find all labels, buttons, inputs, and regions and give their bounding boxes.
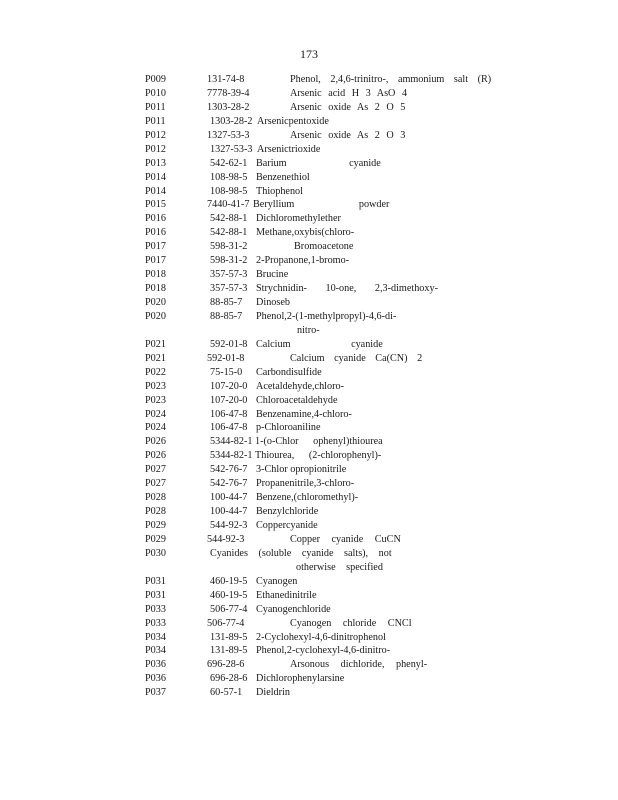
waste-code: P024 [145, 408, 166, 420]
chemical-name: Barium cyanide [256, 157, 381, 169]
waste-code: P028 [145, 492, 166, 504]
waste-code: P029 [145, 533, 166, 545]
table-row [0, 352, 618, 366]
table-row [0, 115, 618, 129]
chemical-name: Bromoacetone [294, 241, 354, 253]
waste-code: P017 [145, 255, 166, 267]
cas-number: 542-88-1 [210, 227, 248, 239]
chemical-name: Benzenethiol [256, 171, 310, 183]
table-row [0, 547, 618, 561]
cas-number: 88-85-7 [210, 310, 243, 322]
chemical-name: Ethanedinitrile [256, 589, 317, 601]
table-row [0, 617, 618, 631]
cas-number: 60-57-1 [210, 687, 243, 699]
waste-code: P011 [145, 101, 166, 113]
waste-code: P031 [145, 589, 166, 601]
table-row [0, 589, 618, 603]
cas-number: 107-20-0 [210, 394, 248, 406]
waste-code: P024 [145, 422, 166, 434]
table-row [0, 561, 618, 575]
waste-code: P023 [145, 394, 166, 406]
chemical-name: Dichlorophenylarsine [256, 673, 345, 685]
table-row [0, 324, 618, 338]
chemical-name: 2-Cyclohexyl-4,6-dinitrophenol [256, 631, 386, 643]
chemical-name: 1-(o-Chlor ophenyl)thiourea [255, 436, 383, 448]
table-row [0, 672, 618, 686]
table-row [0, 435, 618, 449]
cas-number: 598-31-2 [210, 255, 248, 267]
chemical-name-continued: otherwise specified [296, 561, 383, 573]
chemical-name: Benzylchloride [256, 506, 319, 518]
table-row [0, 198, 618, 212]
waste-code: P028 [145, 506, 166, 518]
table-row [0, 282, 618, 296]
table-row [0, 338, 618, 352]
waste-code: P034 [145, 645, 166, 657]
table-row [0, 449, 618, 463]
cas-number: 88-85-7 [210, 297, 243, 308]
waste-code: P033 [145, 603, 166, 615]
cas-number: 696-28-6 [210, 673, 248, 685]
chemical-name: Arsenicpentoxide [257, 115, 329, 127]
table-row [0, 658, 618, 672]
chemical-name: Brucine [256, 269, 289, 281]
waste-code-table [0, 73, 618, 700]
cas-number: 592-01-8 [207, 352, 245, 364]
table-row [0, 296, 618, 310]
table-row [0, 366, 618, 380]
table-row [0, 686, 618, 700]
cas-number: 460-19-5 [210, 575, 248, 587]
waste-code: P021 [145, 352, 166, 364]
table-row [0, 87, 618, 101]
cas-number: 131-74-8 [207, 74, 245, 85]
waste-code: P018 [145, 269, 166, 281]
chemical-name: Benzenamine,4-chloro- [256, 408, 352, 420]
table-row [0, 505, 618, 519]
table-row [0, 240, 618, 254]
table-row [0, 157, 618, 171]
table-row [0, 603, 618, 617]
waste-code: P014 [145, 171, 166, 183]
waste-code: P030 [145, 547, 166, 559]
cas-number: 506-77-4 [210, 603, 248, 615]
cas-number: 357-57-3 [210, 283, 248, 295]
waste-code: P023 [145, 380, 166, 392]
cas-number: 542-88-1 [210, 213, 248, 225]
waste-code: P031 [145, 575, 166, 587]
chemical-name: 2-Propanone,1-bromo- [256, 255, 350, 267]
table-row [0, 310, 618, 324]
cas-number: 542-76-7 [210, 464, 248, 476]
chemical-name: Arsenic acid H 3 AsO 4 [290, 87, 408, 99]
cas-number: 100-44-7 [210, 506, 248, 518]
cas-number: 592-01-8 [210, 338, 248, 350]
table-row [0, 73, 618, 87]
waste-code: P020 [145, 297, 166, 308]
cas-number: 107-20-0 [210, 380, 248, 392]
cas-number: 106-47-8 [210, 408, 248, 420]
table-row [0, 254, 618, 268]
chemical-name: Acetaldehyde,chloro- [256, 380, 344, 392]
cas-number: 106-47-8 [210, 422, 248, 434]
table-row [0, 463, 618, 477]
chemical-name: Beryllium powder [253, 199, 390, 211]
table-row [0, 421, 618, 435]
waste-code: P011 [145, 115, 166, 127]
cas-number: 696-28-6 [207, 659, 245, 671]
waste-code: P027 [145, 478, 166, 490]
cas-number: 357-57-3 [210, 269, 248, 281]
table-row [0, 519, 618, 533]
table-row [0, 575, 618, 589]
chemical-name: Carbondisulfide [256, 366, 322, 378]
waste-code: P033 [145, 617, 166, 629]
chemical-name: p-Chloroaniline [256, 422, 321, 434]
cas-number: 542-76-7 [210, 478, 248, 490]
waste-code: P020 [145, 310, 166, 322]
table-row [0, 268, 618, 282]
table-row [0, 185, 618, 199]
waste-code: P026 [145, 436, 166, 448]
cas-number: 544-92-3 [210, 520, 248, 531]
waste-code: P036 [145, 659, 166, 671]
chemical-name: Dinoseb [256, 297, 290, 308]
waste-code: P026 [145, 450, 166, 462]
table-row [0, 143, 618, 157]
cas-number: 542-62-1 [210, 157, 248, 169]
chemical-name: Thiophenol [256, 185, 303, 197]
waste-code: P016 [145, 213, 166, 225]
chemical-name: Arsenictrioxide [257, 143, 321, 155]
chemical-name: 3-Chlor opropionitrile [256, 464, 347, 476]
table-row [0, 408, 618, 422]
page-number: 173 [300, 47, 318, 61]
cas-number: 131-89-5 [210, 645, 248, 657]
waste-code: P012 [145, 129, 166, 141]
chemical-name: Arsenic oxide As 2 O 5 [290, 101, 406, 113]
chemical-name: Benzene,(chloromethyl)- [256, 492, 359, 504]
waste-code: P018 [145, 283, 166, 295]
waste-code: P037 [145, 687, 166, 699]
cas-number: 506-77-4 [207, 617, 245, 629]
table-row [0, 380, 618, 394]
table-row [0, 491, 618, 505]
chemical-name: Dichloromethylether [256, 213, 341, 225]
table-row [0, 644, 618, 658]
table-row [0, 533, 618, 547]
table-row [0, 212, 618, 226]
chemical-name: Copper cyanide CuCN [290, 533, 401, 545]
chemical-name: Thiourea, (2-chlorophenyl)- [255, 450, 382, 462]
cas-number: 7778-39-4 [207, 87, 250, 99]
cas-number: 544-92-3 [207, 533, 245, 545]
cas-number: 1327-53-3 [210, 143, 253, 155]
chemical-name: Phenol,2-(1-methylpropyl)-4,6-di- [256, 310, 397, 322]
chemical-name: Cyanogen [256, 575, 298, 587]
table-row [0, 477, 618, 491]
chemical-name: Cyanides (soluble cyanide salts), not [210, 547, 392, 559]
cas-number: 75-15-0 [210, 366, 243, 378]
cas-number: 108-98-5 [210, 185, 248, 197]
waste-code: P036 [145, 673, 166, 685]
chemical-name: Arsenic oxide As 2 O 3 [290, 129, 406, 141]
table-row [0, 171, 618, 185]
cas-number: 5344-82-1 [210, 450, 253, 462]
cas-number: 7440-41-7 [207, 199, 250, 211]
waste-code: P009 [145, 74, 166, 85]
chemical-name: Cyanogenchloride [256, 603, 331, 615]
chemical-name: Calcium cyanide Ca(CN) 2 [290, 352, 423, 364]
chemical-name: Phenol, 2,4,6-trinitro-, ammonium salt (R) [290, 74, 492, 85]
waste-code: P029 [145, 520, 166, 531]
table-row [0, 631, 618, 645]
chemical-name: Dieldrin [256, 687, 290, 699]
waste-code: P017 [145, 241, 166, 253]
table-row [0, 226, 618, 240]
chemical-name: Propanenitrile,3-chloro- [256, 478, 355, 490]
table-row [0, 394, 618, 408]
waste-code: P013 [145, 157, 166, 169]
waste-code: P027 [145, 464, 166, 476]
chemical-name: Arsonous dichloride, phenyl- [290, 659, 428, 671]
chemical-name: Cyanogen chloride CNCl [290, 617, 412, 629]
chemical-name-continued: nitro- [297, 324, 320, 336]
chemical-name: Chloroacetaldehyde [256, 394, 338, 406]
chemical-name: Methane,oxybis(chloro- [256, 227, 355, 239]
waste-code: P015 [145, 199, 166, 211]
cas-number: 598-31-2 [210, 241, 248, 253]
cas-number: 1327-53-3 [207, 129, 250, 141]
chemical-name: Calcium cyanide [256, 338, 383, 350]
cas-number: 5344-82-1 [210, 436, 253, 448]
waste-code: P010 [145, 87, 166, 99]
cas-number: 131-89-5 [210, 631, 248, 643]
waste-code: P022 [145, 366, 166, 378]
chemical-name: Coppercyanide [256, 520, 318, 531]
table-row [0, 129, 618, 143]
cas-number: 1303-28-2 [207, 101, 250, 113]
cas-number: 108-98-5 [210, 171, 248, 183]
cas-number: 1303-28-2 [210, 115, 253, 127]
chemical-name: Phenol,2-cyclohexyl-4,6-dinitro- [256, 645, 391, 657]
cas-number: 460-19-5 [210, 589, 248, 601]
cas-number: 100-44-7 [210, 492, 248, 504]
waste-code: P034 [145, 631, 166, 643]
waste-code: P014 [145, 185, 166, 197]
table-row [0, 101, 618, 115]
chemical-name: Strychnidin- 10-one, 2,3-dimethoxy- [256, 283, 438, 295]
waste-code: P016 [145, 227, 166, 239]
waste-code: P021 [145, 338, 166, 350]
waste-code: P012 [145, 143, 166, 155]
